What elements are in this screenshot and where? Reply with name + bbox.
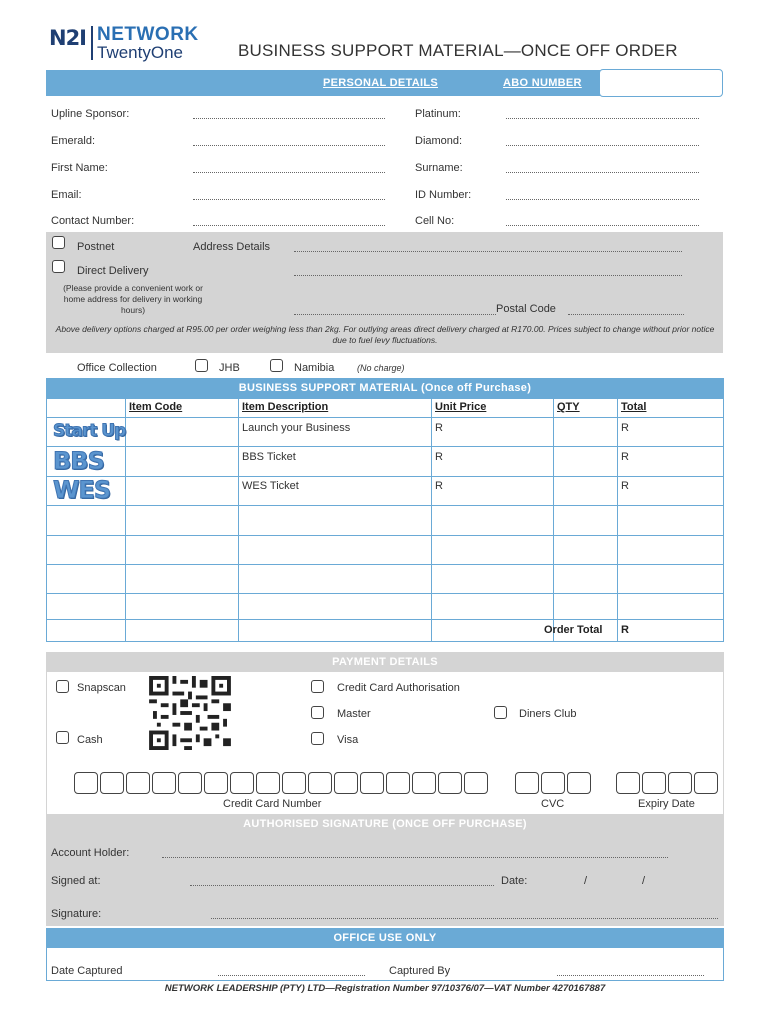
row-divider [47, 593, 723, 594]
card-number-digit[interactable] [74, 772, 98, 794]
cvc-digit[interactable] [515, 772, 539, 794]
platinum-field[interactable] [506, 118, 699, 119]
credit-auth-label: Credit Card Authorisation [337, 682, 460, 694]
brand-logo [49, 24, 229, 64]
diamond-label: Diamond: [415, 135, 463, 147]
row-total: R [621, 422, 629, 434]
card-number-digit[interactable] [412, 772, 436, 794]
row-divider [47, 446, 723, 447]
cash-checkbox[interactable] [56, 731, 69, 744]
direct-delivery-checkbox[interactable] [52, 260, 65, 273]
row-total: R [621, 451, 629, 463]
row-description: WES Ticket [242, 480, 299, 492]
office-heading: OFFICE USE ONLY [333, 932, 437, 944]
row-divider [47, 505, 723, 506]
card-number-digit[interactable] [126, 772, 150, 794]
date-separator: / [584, 875, 588, 887]
row-unit-price: R [435, 480, 443, 492]
footer-registration: NETWORK LEADERSHIP (PTY) LTD—Registration Number 97/10376/07—VAT Number 4270167887 [164, 983, 606, 994]
address-line-2[interactable] [294, 275, 682, 276]
abo-number-heading: ABO NUMBER [503, 77, 582, 89]
diamond-field[interactable] [506, 145, 699, 146]
signed-at-field[interactable] [190, 885, 494, 886]
email-label: Email: [51, 189, 82, 201]
snapscan-qr-icon [148, 676, 232, 750]
snapscan-label: Snapscan [77, 682, 126, 694]
cash-label: Cash [77, 734, 103, 746]
postnet-checkbox[interactable] [52, 236, 65, 249]
order-total-label: Order Total [544, 624, 603, 636]
contact-number-label: Contact Number: [51, 215, 135, 227]
upline-sponsor-field[interactable] [193, 118, 385, 119]
diners-checkbox[interactable] [494, 706, 507, 719]
card-number-digit[interactable] [204, 772, 228, 794]
cell-no-field[interactable] [506, 225, 699, 226]
card-number-digit[interactable] [360, 772, 384, 794]
date-captured-label: Date Captured [51, 965, 123, 977]
delivery-note: (Please provide a convenient work or home address for delivery in working hours) [63, 283, 203, 315]
emerald-label: Emerald: [51, 135, 96, 147]
date-separator: / [642, 875, 646, 887]
col-header-qty: QTY [557, 401, 580, 413]
expiry-digit[interactable] [668, 772, 692, 794]
card-number-digit[interactable] [152, 772, 176, 794]
signature-field[interactable] [211, 918, 718, 919]
expiry-digit[interactable] [694, 772, 718, 794]
cvc-digit[interactable] [541, 772, 565, 794]
date-captured-field[interactable] [218, 975, 365, 976]
card-number-label: Credit Card Number [223, 798, 322, 810]
row-divider [47, 619, 723, 620]
card-number-digit[interactable] [438, 772, 462, 794]
signature-heading: AUTHORISED SIGNATURE (ONCE OFF PURCHASE) [243, 818, 527, 830]
col-divider [617, 399, 618, 641]
expiry-label: Expiry Date [638, 798, 695, 810]
first-name-field[interactable] [193, 172, 385, 173]
col-header-unit-price: Unit Price [435, 401, 487, 413]
credit-auth-checkbox[interactable] [311, 680, 324, 693]
col-divider [553, 399, 554, 641]
upline-sponsor-label: Upline Sponsor: [51, 108, 130, 120]
office-collection-label: Office Collection [77, 362, 157, 374]
master-label: Master [337, 708, 371, 720]
account-holder-label: Account Holder: [51, 847, 130, 859]
cvc-label: CVC [541, 798, 565, 810]
first-name-label: First Name: [51, 162, 108, 174]
card-number-digit[interactable] [308, 772, 332, 794]
row-unit-price: R [435, 451, 443, 463]
contact-number-field[interactable] [193, 225, 385, 226]
cvc-digit[interactable] [567, 772, 591, 794]
col-divider [238, 399, 239, 641]
card-number-digit[interactable] [230, 772, 254, 794]
postal-code-field[interactable] [568, 314, 684, 315]
personal-details-heading: PERSONAL DETAILS [323, 77, 439, 89]
account-holder-field[interactable] [162, 857, 668, 858]
date-label: Date: [501, 875, 528, 887]
card-number-digit[interactable] [282, 772, 306, 794]
row-divider [47, 476, 723, 477]
signature-panel [46, 814, 724, 926]
startup-logo: Start Up [53, 421, 126, 441]
visa-label: Visa [337, 734, 359, 746]
captured-by-label: Captured By [389, 965, 451, 977]
expiry-digit[interactable] [616, 772, 640, 794]
row-divider [47, 535, 723, 536]
surname-field[interactable] [506, 172, 699, 173]
address-details-label: Address Details [193, 241, 271, 253]
brand-name: NETWORK [97, 24, 199, 45]
row-description: BBS Ticket [242, 451, 296, 463]
col-header-item-code: Item Code [129, 401, 183, 413]
platinum-label: Platinum: [415, 108, 461, 120]
col-header-description: Item Description [242, 401, 329, 413]
snapscan-checkbox[interactable] [56, 680, 69, 693]
master-checkbox[interactable] [311, 706, 324, 719]
signature-label: Signature: [51, 908, 102, 920]
cell-no-label: Cell No: [415, 215, 455, 227]
direct-delivery-label: Direct Delivery [77, 265, 149, 277]
card-number-digit[interactable] [100, 772, 124, 794]
email-field[interactable] [193, 199, 385, 200]
namibia-label: Namibia [294, 362, 335, 374]
id-number-field[interactable] [506, 199, 699, 200]
address-line-3[interactable] [294, 314, 496, 315]
jhb-checkbox[interactable] [195, 359, 208, 372]
brand-divider [91, 26, 93, 60]
payment-heading: PAYMENT DETAILS [332, 656, 438, 668]
abo-number-field[interactable] [599, 69, 723, 97]
namibia-checkbox[interactable] [270, 359, 283, 372]
signed-at-label: Signed at: [51, 875, 101, 887]
delivery-charges-note: Above delivery options charged at R95.00 per order weighing less than 2kg. For outlying areas direct delivery charged at R170.00. Prices subject to change without prior notice due to fuel levy fluctuations. [55, 324, 715, 345]
col-divider [431, 399, 432, 641]
material-table [46, 398, 724, 642]
id-number-label: ID Number: [415, 189, 472, 201]
brand-mark: N2I [49, 26, 87, 50]
row-divider [47, 417, 723, 418]
row-total: R [621, 480, 629, 492]
postnet-label: Postnet [77, 241, 115, 253]
page-title: BUSINESS SUPPORT MATERIAL—ONCE OFF ORDER [238, 41, 678, 60]
order-total-value: R [621, 624, 629, 636]
card-number-digit[interactable] [178, 772, 202, 794]
card-number-digit[interactable] [386, 772, 410, 794]
card-number-digit[interactable] [464, 772, 488, 794]
surname-label: Surname: [415, 162, 463, 174]
row-description: Launch your Business [242, 422, 351, 434]
expiry-digit[interactable] [642, 772, 666, 794]
bbs-logo: BBS [53, 447, 104, 475]
material-heading: BUSINESS SUPPORT MATERIAL (Once off Purchase) [238, 382, 532, 394]
row-unit-price: R [435, 422, 443, 434]
emerald-field[interactable] [193, 145, 385, 146]
office-panel [46, 948, 724, 981]
visa-checkbox[interactable] [311, 732, 324, 745]
address-line-1[interactable] [294, 251, 682, 252]
card-number-digit[interactable] [256, 772, 280, 794]
wes-logo: WES [53, 476, 111, 504]
captured-by-field[interactable] [557, 975, 704, 976]
row-divider [47, 564, 723, 565]
jhb-label: JHB [219, 362, 240, 374]
no-charge-note: (No charge) [357, 363, 405, 373]
diners-label: Diners Club [519, 708, 577, 720]
col-header-total: Total [621, 401, 647, 413]
postal-code-label: Postal Code [496, 303, 556, 315]
card-number-digit[interactable] [334, 772, 358, 794]
brand-subname: TwentyOne [97, 43, 183, 62]
